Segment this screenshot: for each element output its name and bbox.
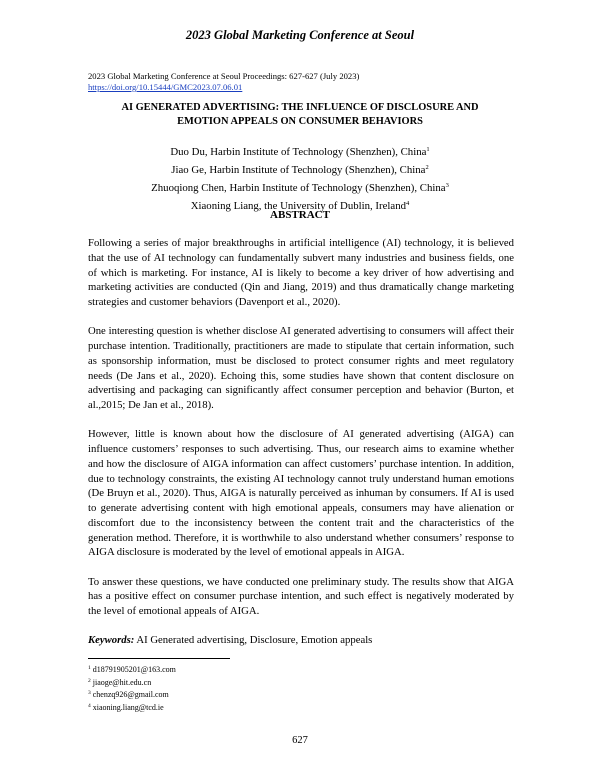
footnote: $^1$ d18791905201@163.com xyxy=(88,665,176,674)
proceedings-info xyxy=(88,71,359,93)
doi-link[interactable]: https://doi.org/10.15444/GMC2023.07.06.01 xyxy=(88,82,243,92)
keywords-line xyxy=(88,633,514,648)
author-line: Xiaoning Liang, the University of Dublin, Ireland$^4$ xyxy=(190,200,410,212)
footnote: $^2$ jiaoge@hit.edu.cn xyxy=(88,677,152,687)
keywords-text: AI Generated advertising, Disclosure, Emotion appeals xyxy=(134,634,373,647)
paper-title xyxy=(60,101,540,129)
title-line-1: AI GENERATED ADVERTISING: THE INFLUENCE OF DISCLOSURE AND xyxy=(121,102,479,113)
abstract-heading: ABSTRACT xyxy=(270,209,330,221)
footnote: $^4$ xiaoning.liang@tcd.ie xyxy=(88,702,164,712)
abstract-paragraph: Following a series of major breakthroughs in artificial intelligence (AI) technology, it is believed that the use of AI technology can fundamentally subvert many industries and business fields, one of which is marketing. For instance, AI is likely to become a key driver of how advertising and marketing activities are conducted (Qin and Jiang, 2019) and thus dramatically change marketing strategies and customer behaviors (Davenport et al., 2020). xyxy=(88,237,514,308)
abstract-body xyxy=(88,236,514,663)
title-line-2: EMOTION APPEALS ON CONSUMER BEHAVIORS xyxy=(177,116,423,127)
proceedings-citation: 2023 Global Marketing Conference at Seoul Proceedings: 627-627 (July 2023) xyxy=(88,71,360,81)
keywords-label: Keywords: xyxy=(88,634,135,647)
footnote: $^3$ chenzq926@gmail.com xyxy=(88,690,169,700)
author-list xyxy=(60,142,540,214)
page-number: 627 xyxy=(292,735,308,746)
abstract-paragraph: One interesting question is whether disclose AI generated advertising to consumers will affect their purchase intention. Traditionally, practitioners are made to stipulate that certain information, such as sponsorship information, must be disclosed to protect consumer rights and meet regulatory needs (De Jans et al., 2020). Echoing this, some studies have shown that content disclosure on advertising and packaging can significantly affect consumer perception and behavior (Burton, et al.,2015; De Jan et al., 2018). xyxy=(88,325,514,411)
footnote-divider xyxy=(88,658,230,659)
footnotes xyxy=(88,663,176,713)
author-line: Jiao Ge, Harbin Institute of Technology (Shenzhen), China$^2$ xyxy=(171,164,429,176)
abstract-paragraph: To answer these questions, we have conducted one preliminary study. The results show that AIGA has a positive effect on consumer purchase intention, and such effect is negatively moderated by the level of emotional appeals of AIGA. xyxy=(88,575,514,617)
abstract-paragraph: However, little is known about how the disclosure of AI generated advertising (AIGA) can influence customers’ responses to such advertising. Thus, our research aims to examine whether and how the disclosure of AIGA information can affect customers’ purchase intention. In addition, due to technology constraints, the existing AI technology cannot truly understand human emotions (De Bruyn et al., 2020). Thus, AIGA is naturally perceived as inhuman by consumers. If AI is used to generate advertising content with high emotional appeals, consumers may have alienation or discomfort due to the inconsistency between the content trait and the characteristics of the generation method. Therefore, it is worthwhile to also understand whether consumers’ response to AIGA disclosure is moderated by the level of emotional appeals in AIGA. xyxy=(88,428,514,559)
conference-header: 2023 Global Marketing Conference at Seoul xyxy=(185,28,415,42)
author-line: Duo Du, Harbin Institute of Technology (Shenzhen), China$^1$ xyxy=(170,146,430,158)
author-line: Zhuoqiong Chen, Harbin Institute of Technology (Shenzhen), China$^3$ xyxy=(151,182,449,194)
